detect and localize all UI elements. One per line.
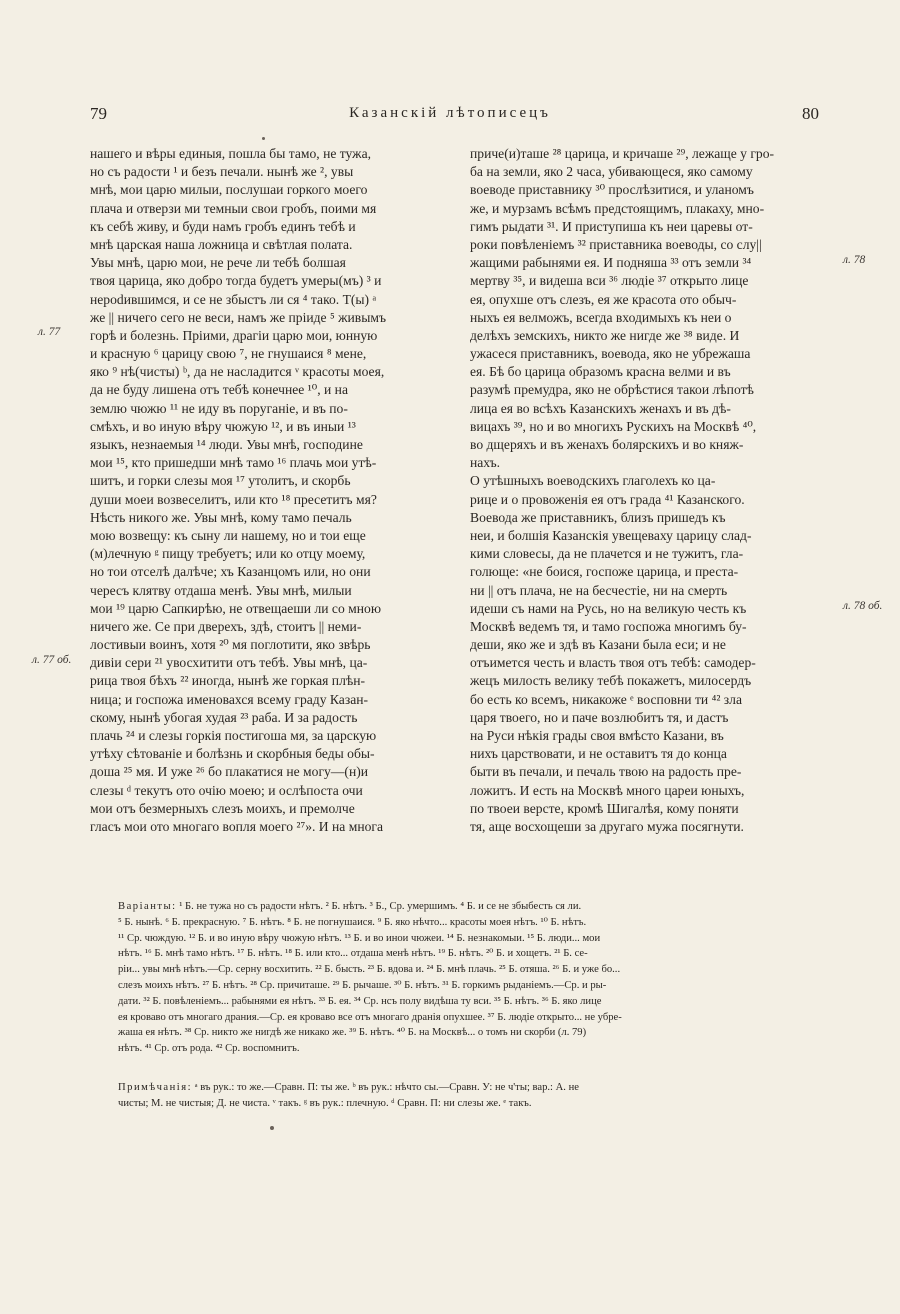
- text-line: бо есть ко всемъ, никакоже ᵉ восповни ти ⁴² зла: [470, 691, 742, 707]
- text-line: ужасеся приставникъ, воевода, яко не убрежаша: [470, 346, 751, 362]
- text-line: смѣхъ, и во иную вѣру чюжую ¹², и въ иныи ¹³: [90, 418, 356, 434]
- text-line: нихъ царствовати, и не оставитъ тя до конца: [470, 746, 727, 762]
- text-line: и красную ⁶ царицу свою ⁷, не гнушаися ⁸ мене,: [90, 346, 367, 362]
- right-column: [470, 145, 826, 836]
- text-line: ни || отъ плача, не на бесчестіе, ни на смерть: [470, 582, 728, 598]
- text-line: ея, опухше отъ слезъ, ея же красота ото обыч-: [470, 291, 737, 307]
- text-line: яко ⁹ нѣ(чисты) ᵇ, да не насладится ᵛ красоты моея,: [90, 364, 385, 380]
- margin-note-l78ob: л. 78 об.: [843, 600, 883, 612]
- variant-line: слезъ моихъ нѣтъ. ²⁷ Б. нѣтъ. ²⁸ Ср. причиташе. ²⁹ Б. рычаше. ³⁰ Б. нѣтъ. ³¹ Б. горкимъ рыданіемъ.—Ср. и ры-: [118, 979, 607, 991]
- text-line: ба на земли, яко 2 часа, убивающеся, яко самому: [470, 164, 753, 180]
- text-line: да не буду лишена отъ тебѣ конечнее ¹⁰, и на: [90, 382, 348, 398]
- text-line: скому, нынѣ убогая худая ²³ раба. И за радость: [90, 709, 358, 725]
- text-line: ныхъ ея велможъ, всегда входимыхъ къ неи о: [470, 309, 732, 325]
- text-line: но съ радости ¹ и безъ печали. нынѣ же ², увы: [90, 164, 354, 180]
- variant-line: жаша ея нѣтъ. ³⁸ Ср. никто же нигдѣ же никако же. ³⁹ Б. нѣтъ. ⁴⁰ Б. на Москвѣ... о томъ ни скорби (л. 79): [118, 1027, 587, 1039]
- text-line: мертву ³⁵, и видеша вси ³⁶ людіе ³⁷ открыто лице: [470, 273, 749, 289]
- text-line: ница; и госпожа именовахся всему граду Казан-: [90, 691, 369, 707]
- text-line: но тои отселѣ далѣче; хъ Казанцомъ или, но они: [90, 564, 371, 580]
- variant-line: дати. ³² Б. повѣленіемъ... рабынями ея нѣтъ. ³³ Б. ея. ³⁴ Ср. нсъ полу видѣша ту вси. ³⁵ Б. нѣтъ. ³⁶ Б. яко лице: [118, 995, 602, 1007]
- text-line: воеводе приставнику ³⁰ прослѣзитися, и уланомъ: [470, 182, 754, 198]
- text-line: по твоеи версте, кромѣ Шигалѣя, кому поняти: [470, 800, 739, 816]
- text-line: ложитъ. И есть на Москвѣ много цареи юныхъ,: [470, 782, 745, 798]
- text-line: ничего же. Се при дверехъ, здѣ, стоитъ || неми-: [90, 618, 362, 634]
- text-line: жащими рабынями ея. И подняша ³³ отъ земли ³⁴: [470, 255, 752, 271]
- margin-note-l77: л. 77: [38, 326, 61, 338]
- text-line: роки повѣленіемъ ³² приставника воеводы, со слу||: [470, 236, 762, 252]
- variant-line: нѣтъ. ⁴¹ Ср. отъ рода. ⁴² Ср. воспомнитъ.: [118, 1043, 300, 1055]
- text-line: землю чюжю ¹¹ не иду въ поруганіе, и въ по-: [90, 400, 348, 416]
- text-line: горѣ и болезнь. Пріими, драгіи царю мои, юнную: [90, 327, 378, 343]
- text-line: (м)лечную ᵍ пищу требуетъ; или ко отцу моему,: [90, 546, 366, 562]
- running-title: Казанскій лѣтописецъ: [349, 105, 551, 121]
- text-line: во дщеряхъ и въ женахъ болярскихъ и во княж-: [470, 437, 744, 452]
- variant-line: ¹ Б. не тужа но съ радости нѣтъ. ² Б. нѣтъ. ³ Б., Ср. умершимъ. ⁴ Б. и се не збыбесть ся ли.: [179, 901, 582, 912]
- text-line: Увы мнѣ, царю мои, не рече ли тебѣ болшая: [90, 255, 346, 271]
- text-line: чересъ клятву отдаша менѣ. Увы мнѣ, милыи: [90, 582, 352, 598]
- variant-line: ⁵ Б. нынѣ. ⁶ Б. прекрасную. ⁷ Б. нѣтъ. ⁸ Б. не погнушаися. ⁹ Б. яко нѣчто... красоты моея нѣтъ. ¹⁰ Б. нѣтъ.: [118, 916, 587, 928]
- text-line: деши, яко же и здѣ въ Казани была еси; и не: [470, 637, 726, 653]
- remarks-apparatus: [118, 1080, 830, 1112]
- text-line: Москвѣ ведемъ тя, и тамо госпожа многимъ бу-: [470, 618, 747, 634]
- text-line: на Руси нѣкія грады своя вмѣсто Казани, въ: [470, 728, 724, 743]
- text-line: голюще: «не боися, госпоже царица, и преста-: [470, 564, 739, 580]
- text-line: разумѣ премудра, яко не обрѣстися такои лѣпотѣ: [470, 382, 754, 398]
- text-line: неи, и болшія Казанскія увещеваху царицу слад-: [470, 527, 752, 543]
- text-line: ея. Бѣ бо царица образомъ красна велми и въ: [470, 364, 731, 380]
- text-line: языкъ, незнаемыя ¹⁴ люди. Увы мнѣ, господине: [90, 437, 363, 452]
- text-line: мою возвещу: къ сыну ли нашему, но и тои еще: [90, 527, 366, 543]
- text-line: нерodившимся, и се не збыстъ ли ся ⁴ тако. Т(ы) ᵃ: [90, 291, 377, 307]
- remark-line: ᵃ въ рук.: то же.—Сравн. П: ты же. ᵇ въ рук.: нѣчто сы.—Сравн. У: не ч'ты; вар.: А. не: [194, 1082, 579, 1093]
- text-line: нашего и вѣры единыя, пошла бы тамо, не тужа,: [90, 146, 371, 161]
- variant-line: ріи... увы мнѣ нѣтъ.—Ср. серну восхитить. ²² Б. бысть. ²³ Б. вдова и. ²⁴ Б. мнѣ плачь. ²⁵ Б. отяша. ²⁶ Б. и уже бо...: [118, 964, 621, 976]
- variants-apparatus: [118, 899, 830, 1057]
- text-line: идеши съ нами на Русь, но на великую честь къ: [470, 600, 747, 616]
- text-line: тя, аще восхощеши за другаго мужа посягнути.: [470, 818, 744, 834]
- text-line: быти въ печали, и печаль твою на радость пре-: [470, 764, 742, 780]
- text-line: жецъ милость велику тебѣ покажетъ, милосердъ: [470, 673, 752, 689]
- ink-dot: [270, 1126, 274, 1130]
- variant-line: ея кроваво отъ многаго драния.—Ср. ея кроваво все отъ многаго дранія опухшее. ³⁷ Б. людіе открыто... не убре-: [118, 1011, 622, 1023]
- ink-dot: [262, 137, 265, 140]
- remark-line: чисты; М. не чистыя; Д. не чиста. ᵛ такъ. ᵍ въ рук.: плечную. ᵈ Сравн. П: ни слезы же. ᵉ такъ.: [118, 1097, 532, 1109]
- text-line: гласъ мои ото многаго вопля моего ²⁷». И на многа: [90, 818, 384, 834]
- text-line: рица твоя бѣхъ ²² иногда, нынѣ же горкая плѣн-: [90, 673, 366, 689]
- text-line: мои ¹⁹ царю Сапкирѣю, не отвещаеши ли со мною: [90, 600, 381, 616]
- text-line: шитъ, и горки слезы моя ¹⁷ утолитъ, и скорбь: [90, 473, 351, 489]
- text-line: царя твоего, но и паче возлюбитъ тя, и дастъ: [470, 709, 729, 725]
- text-line: рице и о провоженія ея отъ града ⁴¹ Казанского.: [470, 491, 745, 507]
- text-line: же, и мурзамъ всѣмъ предстоящимъ, плакаху, мно-: [470, 200, 765, 216]
- text-line: плача и отверзи ми темныи свои гробъ, поими мя: [90, 200, 377, 216]
- text-line: Нѣсть никого же. Увы мнѣ, кому тамо печаль: [90, 509, 352, 525]
- text-line: гимъ рыдати ³¹. И приступиша къ неи царевы от-: [470, 218, 753, 234]
- text-line: твоя царица, яко добро тогда будетъ умеры(мъ) ³ и: [90, 273, 382, 289]
- text-line: доша ²⁵ мя. И уже ²⁶ бо плакатися не могу—(н)и: [90, 764, 369, 780]
- text-line: кими словесы, да не плачется и не тужитъ, гла-: [470, 546, 744, 562]
- text-line: Воевода же приставникъ, близъ пришедъ къ: [470, 509, 726, 525]
- text-line: отъимется честь и власть твоя отъ тебѣ: самодер-: [470, 655, 756, 671]
- text-line: лостивыи воинъ, хотя ²⁰ мя поглотити, яко звѣрь: [90, 637, 371, 653]
- text-line: мои ¹⁵, кто пришедши мнѣ тамо ¹⁶ плачь мои утѣ-: [90, 455, 377, 471]
- margin-note-l78: л. 78: [843, 254, 866, 266]
- page-header: [0, 104, 900, 128]
- text-line: О утѣшныхъ воеводскихъ глаголехъ ко ца-: [470, 473, 716, 489]
- page-number-right: 80: [802, 104, 819, 123]
- text-line: къ себѣ живу, и буди намъ гробъ единъ тебѣ и: [90, 218, 356, 234]
- text-line: вицахъ ³⁹, но и во многихъ Рускихъ на Москвѣ ⁴⁰,: [470, 418, 757, 434]
- text-line: плачь ²⁴ и слезы горкія постигоша мя, за царскую: [90, 728, 377, 743]
- text-line: делѣхъ земскихъ, никто же нигде же ³⁸ виде. И: [470, 327, 740, 343]
- margin-note-l77ob: л. 77 об.: [32, 654, 72, 666]
- left-column: [90, 145, 458, 836]
- text-line: мнѣ, мои царю милыи, послушаи горкого моего: [90, 182, 368, 198]
- text-line: слезы ᵈ текутъ ото очію моею; и ослѣпоста очи: [90, 782, 363, 798]
- variant-line: нѣтъ. ¹⁶ Б. мнѣ тамо нѣтъ. ¹⁷ Б. нѣтъ. ¹⁸ Б. или кто... отдаша менѣ нѣтъ. ¹⁹ Б. нѣтъ. ²⁰ Б. и хощетъ. ²¹ Б. се-: [118, 948, 588, 960]
- page-number-left: 79: [90, 104, 107, 123]
- text-line: нахъ.: [470, 455, 501, 471]
- text-line: дивіи сери ²¹ увосхитити отъ тебѣ. Увы мнѣ, ца-: [90, 655, 368, 671]
- text-line: мнѣ царская наша ложница и свѣтлая полата.: [90, 236, 353, 252]
- variants-label: Варіанты:: [118, 901, 177, 912]
- text-line: же || ничего сего не веси, намъ же пріиде ⁵ живымъ: [90, 309, 386, 325]
- text-line: лица ея во всѣхъ Казанскихъ женахъ и въ дѣ-: [470, 400, 731, 416]
- remarks-label: Примѣчанія:: [118, 1082, 193, 1093]
- text-line: души моеи возвеселитъ, или кто ¹⁸ пресетитъ мя?: [90, 491, 377, 507]
- variant-line: ¹¹ Ср. чюждую. ¹² Б. и во иную вѣру чюжую нѣтъ. ¹³ Б. и во инои чюжеи. ¹⁴ Б. незнакомыи. ¹⁵ Б. люди... мои: [118, 932, 601, 944]
- text-line: утѣху сѣтованіе и болѣзнь и скорбныя беды обы-: [90, 746, 375, 762]
- text-line: приче(и)таше ²⁸ царица, и кричаше ²⁹, лежаще у гро-: [470, 146, 775, 161]
- text-line: мои отъ безмерныхъ слезъ моихъ, и премолче: [90, 800, 355, 816]
